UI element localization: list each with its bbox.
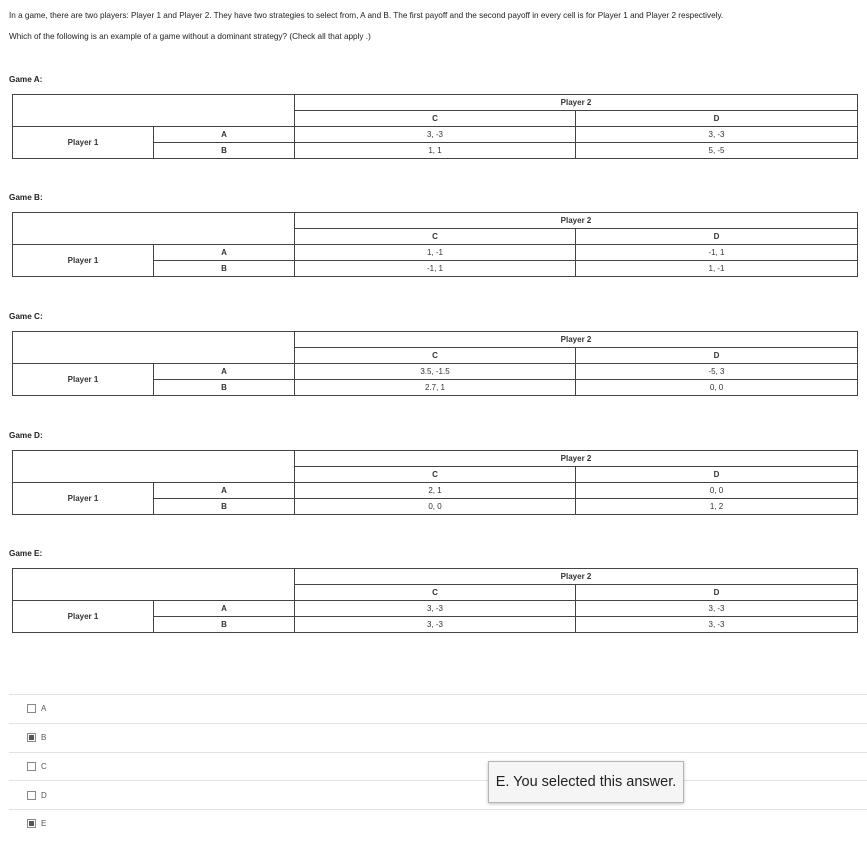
payoff-cell: 3, -3	[295, 127, 576, 143]
payoff-cell: 3, -3	[576, 127, 858, 143]
payoff-cell: 2, 1	[295, 483, 576, 499]
player2-header: Player 2	[295, 332, 858, 348]
payoff-cell: 3.5, -1.5	[295, 364, 576, 380]
answer-option-a[interactable]	[27, 704, 46, 713]
player2-header: Player 2	[295, 451, 858, 467]
player1-header: Player 1	[13, 127, 154, 159]
payoff-cell: 3, -3	[295, 617, 576, 633]
payoff-cell: 0, 0	[576, 380, 858, 396]
option-label: E	[41, 819, 47, 828]
row-header: A	[154, 483, 295, 499]
payoff-matrix	[12, 331, 858, 396]
checkbox-d[interactable]	[27, 791, 36, 800]
player1-header: Player 1	[13, 601, 154, 633]
answer-option-e[interactable]	[27, 819, 46, 828]
row-header: A	[154, 245, 295, 261]
option-label: A	[41, 704, 47, 713]
question-text: In a game, there are two players: Player 1 and Player 2. They have two strategies to select from, A and B. The first payoff and the second payoff in every cell is for Player 1 and Player 2 respectively.	[9, 11, 724, 20]
payoff-cell: 2.7, 1	[295, 380, 576, 396]
payoff-matrix	[12, 568, 858, 633]
matrix-corner	[13, 95, 295, 127]
column-header: C	[295, 467, 576, 483]
game-label: Game C:	[9, 312, 43, 321]
player2-header: Player 2	[295, 95, 858, 111]
option-label: D	[41, 791, 47, 800]
selection-tooltip: E. You selected this answer.	[488, 761, 684, 803]
answer-option-d[interactable]	[27, 791, 47, 800]
column-header: D	[576, 111, 858, 127]
row-header: A	[154, 127, 295, 143]
game-label: Game E:	[9, 549, 43, 558]
payoff-cell: 3, -3	[295, 601, 576, 617]
checkbox-c[interactable]	[27, 762, 36, 771]
option-separator	[9, 723, 867, 724]
player1-header: Player 1	[13, 483, 154, 515]
payoff-matrix	[12, 212, 858, 277]
checkbox-a[interactable]	[27, 704, 36, 713]
game-label: Game D:	[9, 431, 43, 440]
matrix-corner	[13, 451, 295, 483]
player2-header: Player 2	[295, 569, 858, 585]
payoff-matrix	[12, 94, 858, 159]
player1-header: Player 1	[13, 364, 154, 396]
payoff-matrix	[12, 450, 858, 515]
option-separator	[9, 694, 867, 695]
row-header: B	[154, 380, 295, 396]
option-separator	[9, 752, 867, 753]
checkbox-e[interactable]	[27, 819, 36, 828]
payoff-cell: 0, 0	[576, 483, 858, 499]
question-prompt: Which of the following is an example of a game without a dominant strategy? (Check all that apply .)	[9, 32, 371, 41]
option-separator	[9, 809, 867, 810]
player2-header: Player 2	[295, 213, 858, 229]
player1-header: Player 1	[13, 245, 154, 277]
payoff-cell: 3, -3	[576, 617, 858, 633]
matrix-corner	[13, 213, 295, 245]
game-label: Game B:	[9, 193, 43, 202]
row-header: A	[154, 364, 295, 380]
checkbox-b[interactable]	[27, 733, 36, 742]
matrix-corner	[13, 332, 295, 364]
column-header: C	[295, 229, 576, 245]
option-label: C	[41, 762, 47, 771]
answer-option-c[interactable]	[27, 762, 47, 771]
payoff-cell: 3, -3	[576, 601, 858, 617]
column-header: D	[576, 585, 858, 601]
row-header: B	[154, 499, 295, 515]
column-header: D	[576, 229, 858, 245]
column-header: D	[576, 467, 858, 483]
row-header: A	[154, 601, 295, 617]
payoff-cell: 1, 1	[295, 143, 576, 159]
column-header: D	[576, 348, 858, 364]
matrix-corner	[13, 569, 295, 601]
row-header: B	[154, 617, 295, 633]
answer-option-b[interactable]	[27, 733, 46, 742]
column-header: C	[295, 585, 576, 601]
payoff-cell: 0, 0	[295, 499, 576, 515]
payoff-cell: -1, 1	[576, 245, 858, 261]
option-separator	[9, 780, 867, 781]
row-header: B	[154, 143, 295, 159]
option-label: B	[41, 733, 47, 742]
game-label: Game A:	[9, 75, 43, 84]
payoff-cell: -5, 3	[576, 364, 858, 380]
payoff-cell: 5, -5	[576, 143, 858, 159]
payoff-cell: 1, -1	[576, 261, 858, 277]
payoff-cell: 1, -1	[295, 245, 576, 261]
payoff-cell: -1, 1	[295, 261, 576, 277]
row-header: B	[154, 261, 295, 277]
column-header: C	[295, 348, 576, 364]
column-header: C	[295, 111, 576, 127]
payoff-cell: 1, 2	[576, 499, 858, 515]
